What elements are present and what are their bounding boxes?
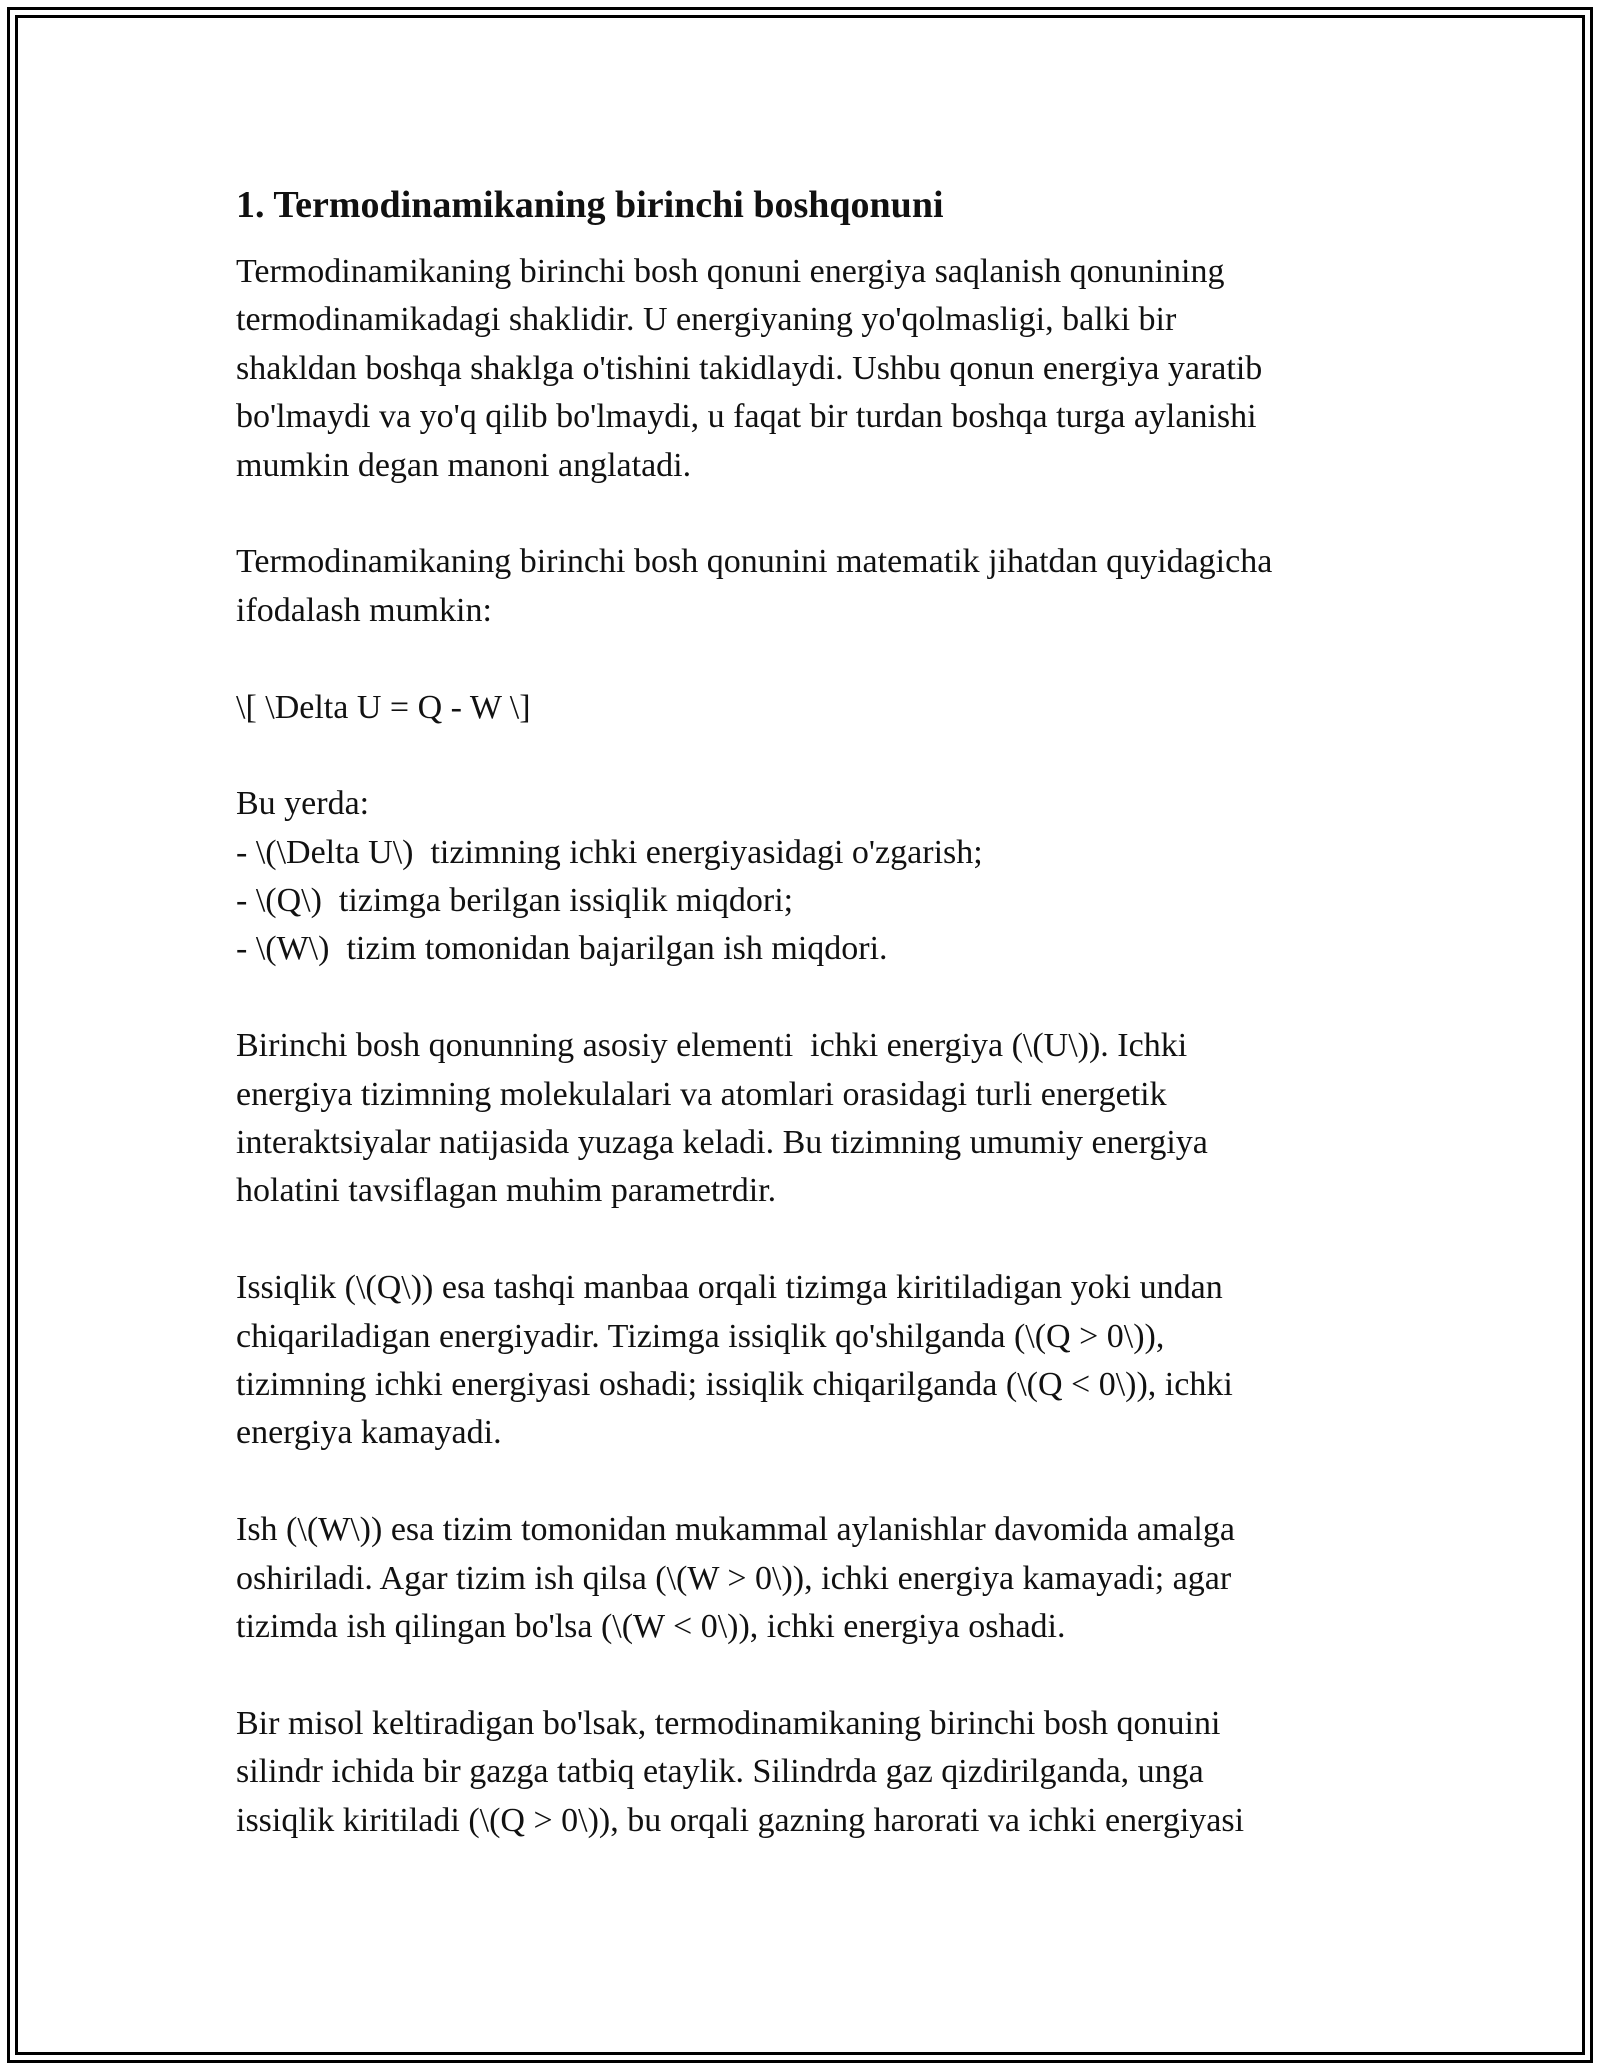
- text-line: oshiriladi. Agar tizim ish qilsa (\(W > 0\)), ichki energiya kamayadi; agar: [236, 1559, 1232, 1597]
- text-line: Termodinamikaning birinchi bosh qonuni energiya saqlanish qonunining: [236, 253, 1225, 290]
- text-line: energiya kamayadi.: [236, 1414, 502, 1452]
- paragraph: [236, 248, 1386, 490]
- paragraph: [236, 1022, 1386, 1216]
- text-line: tizimda ish qilingan bo'lsa (\(W < 0\)), ichki energiya oshadi.: [236, 1607, 1066, 1645]
- text-line: Termodinamikaning birinchi bosh qonunini matematik jihatdan quyidagicha: [236, 543, 1273, 581]
- section-heading: 1. Termodinamikaning birinchi boshqonuni: [236, 184, 944, 226]
- text-line: Ish (\(W\)) esa tizim tomonidan mukammal aylanishlar davomida amalga: [236, 1511, 1235, 1549]
- paragraph-spacer: [236, 1651, 1386, 1699]
- paragraph: [236, 684, 1386, 732]
- text-line: Birinchi bosh qonunning asosiy elementi ichki energiya (\(U\)). Ichki: [236, 1027, 1188, 1065]
- text-line: ifodalash mumkin:: [236, 591, 492, 629]
- text-line: tizimning ichki energiyasi oshadi; issiqlik chiqarilganda (\(Q < 0\)), ichki: [236, 1365, 1233, 1403]
- text-line: - \(\Delta U\) tizimning ichki energiyasidagi o'zgarish;: [236, 833, 983, 871]
- text-line: bo'lmaydi va yo'q qilib bo'lmaydi, u faqat bir turdan boshqa turga aylanishi: [236, 398, 1257, 436]
- paragraph: [236, 1506, 1386, 1651]
- paragraph: [236, 1264, 1386, 1458]
- paragraph-spacer: [236, 490, 1386, 538]
- text-line: energiya tizimning molekulalari va atomlari orasidagi turli energetik: [236, 1075, 1167, 1113]
- paragraph-spacer: [236, 1216, 1386, 1264]
- paragraph-spacer: [236, 974, 1386, 1022]
- paragraph: [236, 1700, 1386, 1845]
- text-line: \[ \Delta U = Q - W \]: [236, 688, 531, 726]
- text-line: termodinamikadagi shaklidir. U energiyaning yo'qolmasligi, balki bir: [236, 301, 1177, 339]
- paragraph-spacer: [236, 1458, 1386, 1506]
- text-line: holatini tavsiflagan muhim parametrdir.: [236, 1172, 777, 1210]
- document-body: [236, 248, 1386, 1845]
- document-content: [236, 180, 1386, 1845]
- text-line: interaktsiyalar natijasida yuzaga keladi. Bu tizimning umumiy energiya: [236, 1124, 1208, 1162]
- text-line: chiqariladigan energiyadir. Tizimga issiqlik qo'shilganda (\(Q > 0\)),: [236, 1317, 1165, 1355]
- paragraph: [236, 780, 1386, 974]
- text-line: - \(W\) tizim tomonidan bajarilgan ish miqdori.: [236, 930, 888, 968]
- paragraph-spacer: [236, 732, 1386, 780]
- text-line: shakldan boshqa shaklga o'tishini takidlaydi. Ushbu qonun energiya yaratib: [236, 349, 1263, 387]
- paragraph-spacer: [236, 635, 1386, 683]
- text-line: Bir misol keltiradigan bo'lsak, termodinamikaning birinchi bosh qonuini: [236, 1704, 1221, 1742]
- text-line: Issiqlik (\(Q\)) esa tashqi manbaa orqali tizimga kiritiladigan yoki undan: [236, 1269, 1223, 1307]
- text-line: issiqlik kiritiladi (\(Q > 0\)), bu orqali gazning harorati va ichki energiyasi: [236, 1801, 1245, 1839]
- text-line: Bu yerda:: [236, 785, 370, 823]
- paragraph: [236, 538, 1386, 635]
- text-line: - \(Q\) tizimga berilgan issiqlik miqdori;: [236, 882, 794, 920]
- text-line: mumkin degan manoni anglatadi.: [236, 446, 692, 484]
- text-line: silindr ichida bir gazga tatbiq etaylik. Silindrda gaz qizdirilganda, unga: [236, 1753, 1204, 1791]
